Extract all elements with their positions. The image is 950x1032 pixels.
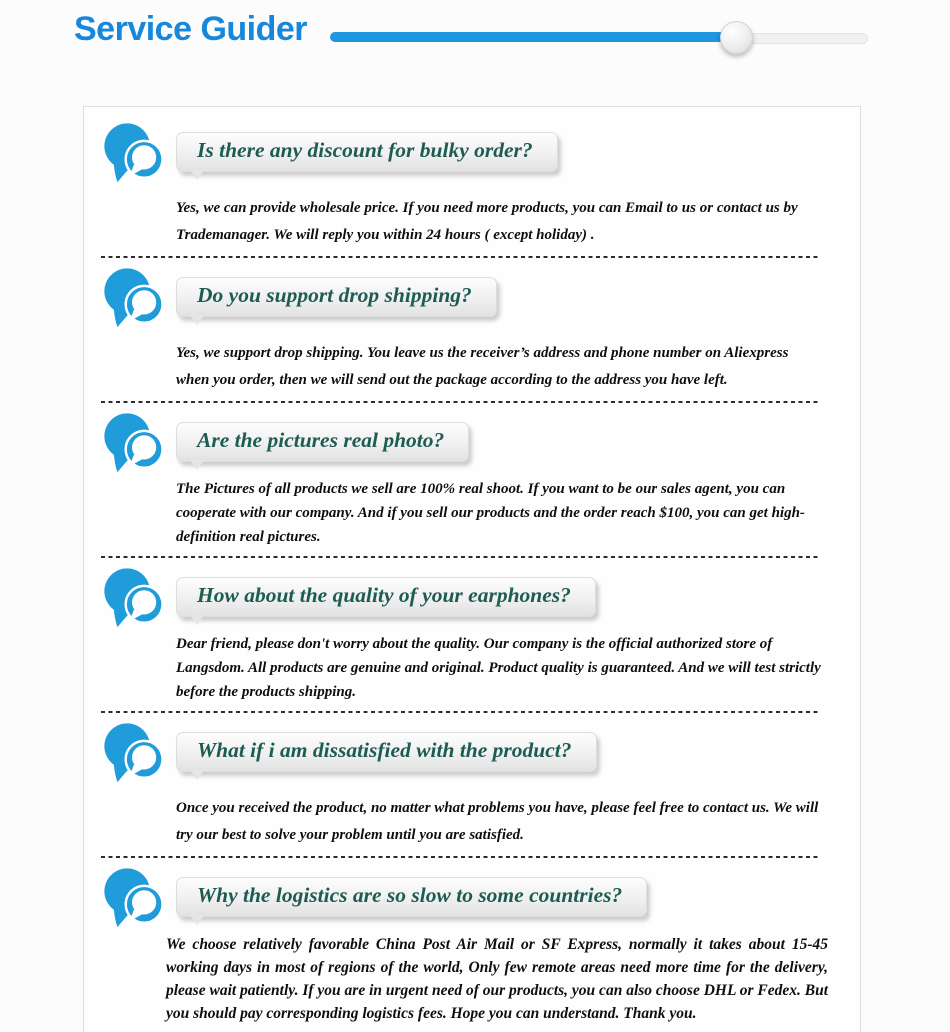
chat-bubbles-icon [100, 566, 164, 630]
faq-question-label: Are the pictures real photo? [197, 428, 445, 452]
question-row [100, 410, 842, 474]
page-title: Service Guider [74, 10, 308, 48]
slider-track-filled[interactable] [330, 32, 734, 42]
question-row [100, 265, 842, 329]
faq-question-pill [176, 132, 558, 172]
faq-question-label: Why the logistics are so slow to some countries? [197, 883, 623, 907]
chat-bubbles-icon [100, 721, 164, 785]
dashed-divider [101, 856, 820, 858]
faq-item [84, 865, 860, 1025]
faq-question-pill [176, 422, 469, 462]
chat-bubbles-icon [100, 411, 164, 475]
faq-question-pill [176, 277, 497, 317]
faq-item [84, 410, 860, 549]
faq-answer: Once you received the product, no matter what problems you have, please feel free to contact us. We will try our best to solve your problem until you are satisfied. [176, 800, 819, 843]
faq-answer: The Pictures of all products we sell are 100% real shoot. If you want to be our sales agent, you can cooperate with our company. And if you sell our products and the order reach $100, you can get high-definition real pictures. [176, 481, 805, 545]
question-row [100, 120, 842, 184]
chat-bubbles-icon [100, 121, 164, 185]
faq-question-pill [176, 877, 647, 917]
faq-question-label: Is there any discount for bulky order? [197, 138, 533, 162]
faq-answer: Yes, we support drop shipping. You leave us the receiver’s address and phone number on Aliexpress when you order, then we will send out the package according to the address you have left. [176, 345, 789, 388]
faq-question-label: Do you support drop shipping? [197, 283, 472, 307]
faq-question-pill [176, 577, 596, 617]
chat-bubbles-icon [100, 866, 164, 930]
faq-card [83, 106, 861, 1032]
chat-bubbles-icon [100, 266, 164, 330]
header-slider [330, 18, 868, 58]
question-row [100, 865, 842, 929]
faq-question-pill [176, 732, 597, 772]
faq-question-label: How about the quality of your earphones? [197, 583, 571, 607]
dashed-divider [101, 711, 820, 713]
faq-answer: Yes, we can provide wholesale price. If you need more products, you can Email to us or contact us by Trademanager. We will reply you within 24 hours ( except holiday) . [176, 200, 798, 243]
faq-item [84, 265, 860, 394]
faq-item [84, 120, 860, 249]
dashed-divider [101, 556, 820, 558]
dashed-divider [101, 401, 820, 403]
dashed-divider [101, 256, 820, 258]
faq-item [84, 565, 860, 704]
question-row [100, 720, 842, 784]
slider-knob[interactable] [720, 21, 753, 54]
faq-answer: We choose relatively favorable China Post Air Mail or SF Express, normally it takes about 15-45 working days in most of regions of the world, Only few remote areas need more time for the delivery, please wait patiently. If you are in urgent need of our products, you can also choose DHL or Fedex. But you should pay corresponding logistics fees. Hope you can understand. Thank you. [166, 936, 828, 1022]
faq-item [84, 720, 860, 849]
faq-question-label: What if i am dissatisfied with the product? [197, 738, 572, 762]
question-row [100, 565, 842, 629]
faq-answer: Dear friend, please don't worry about the quality. Our company is the official authorized store of Langsdom. All products are genuine and original. Product quality is guaranteed. And we will test strictly before the products shipping. [176, 636, 821, 700]
